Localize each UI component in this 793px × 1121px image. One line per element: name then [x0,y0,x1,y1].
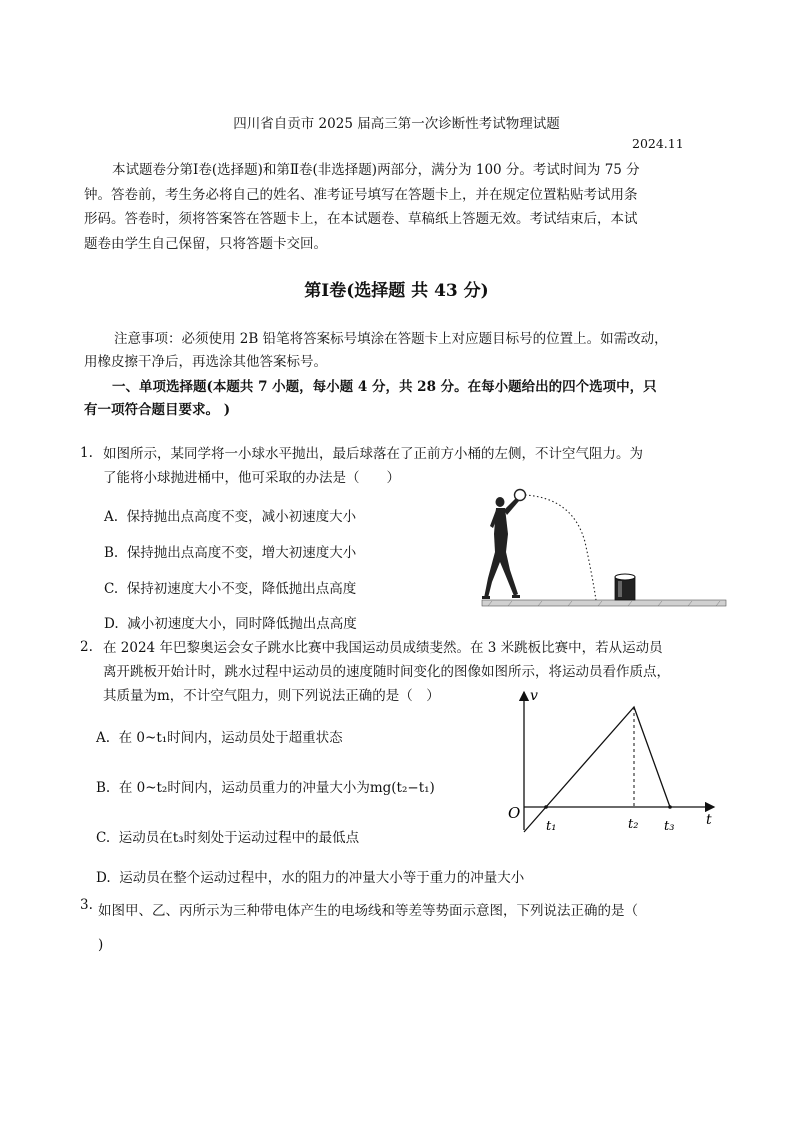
question-line: 如图所示，某同学将一小球水平抛出，最后球落在了正前方小桶的左侧，不计空气阻力。为 [103,446,643,462]
option-label: A. [104,509,119,525]
v-axis-label: v [530,688,538,704]
intro-line: 本试题卷分第Ⅰ卷(选择题)和第Ⅱ卷(非选择题)两部分，满分为 100 分。考试时间为 75 分 [112,162,640,178]
t3-label: t₃ [664,819,675,834]
q1-throw-illustration [478,482,730,614]
notice-paragraph [84,328,724,374]
intro-line: 题卷由学生自己保留，只将答题卡交回。 [84,235,327,252]
question-number: 3. [80,897,93,913]
option-label: A. [96,730,111,746]
option-text: 减小初速度大小，同时降低抛出点高度 [127,616,357,632]
t-axis-label: t [706,812,712,828]
question-line: 离开跳板开始计时，跳水过程中运动员的速度随时间变化的图像如图所示，将运动员看作质点， [103,664,670,680]
ball [515,490,526,501]
option-text: 保持抛出点高度不变，减小初速度大小 [126,509,357,525]
question-line: 在 2024 年巴黎奥运会女子跳水比赛中我国运动员成绩斐然。在 3 米跳板比赛中，若从运动员 [103,640,663,656]
option-label: C. [96,830,111,846]
question-line: 其质量为m，不计空气阻力，则下列说法正确的是（ ） [103,688,440,704]
option-label: C. [104,581,119,597]
intro-line: 形码。答卷时，须将答案答在答题卡上，在本试题卷、草稿纸上答题无效。考试结束后，本试 [84,211,638,227]
question-line: 了能将小球抛进桶中，他可采取的办法是（ ） [103,470,400,486]
option-text: 运动员在整个运动过程中，水的阻力的冲量大小等于重力的冲量大小 [119,870,525,886]
option-text: 在 0~t₁时间内，运动员处于超重状态 [118,730,343,746]
t1-point [544,805,548,809]
question-number: 1. [80,445,93,461]
ball-trajectory [525,495,596,600]
t1-label: t₁ [546,819,557,834]
q2-option-a [96,726,343,746]
exam-date: 2024.11 [632,136,684,151]
option-text: 保持抛出点高度不变，增大初速度大小 [126,545,357,561]
head [496,497,505,507]
velocity-line [524,707,670,832]
exam-title: 四川省自贡市 2025 届高三第一次诊断性考试物理试题 [233,116,560,132]
origin-label: O [508,804,521,822]
part-heading-line: 一、单项选择题(本题共 7 小题，每小题 4 分，共 28 分。在每小题给出的四个选项中，只 [112,379,657,395]
notice-line: 用橡皮擦干净后，再选涂其他答案标号。 [84,354,327,370]
t2-label: t₂ [628,817,639,832]
option-text: 运动员在t₃时刻处于运动过程中的最低点 [118,830,360,846]
q2-velocity-time-graph [500,684,732,834]
option-label: B. [96,780,111,796]
part-heading [84,376,724,422]
section-title: 第Ⅰ卷(选择题 共 43 分) [304,281,489,301]
notice-line: 注意事项：必须使用 2B 铅笔将答案标号填涂在答题卡上对应题目标号的位置上。如需改动， [114,331,668,347]
intro-paragraph [84,158,724,256]
option-label: D. [104,616,119,632]
bucket-icon [615,574,635,600]
question-3-stem [98,894,728,962]
question-line: 如图甲、乙、丙所示为三种带电体产生的电场线和等差等势面示意图，下列说法正确的是（ [98,903,638,919]
q2-option-c [96,826,359,846]
t3-point [668,805,672,809]
q1-option-a [104,505,356,525]
q2-option-b [96,776,435,796]
option-text: 保持初速度大小不变，降低抛出点高度 [126,581,357,597]
q2-option-d [96,866,524,886]
question-number: 2. [80,639,93,655]
intro-line: 钟。答卷前，考生务必将自己的姓名、准考证号填写在答题卡上，并在规定位置粘贴考试用条 [84,186,638,203]
ground [482,600,726,606]
part-heading-line: 有一项符合题目要求。 ) [84,402,231,418]
thrower-figure [482,497,520,599]
option-label: B. [104,545,119,561]
question-line: ) [98,937,104,953]
q1-option-b [104,541,356,561]
q1-option-c [104,577,356,597]
option-text: 在 0~t₂时间内，运动员重力的冲量大小为mg(t₂−t₁) [118,780,435,796]
q1-option-d [104,612,357,632]
option-label: D. [96,870,111,886]
